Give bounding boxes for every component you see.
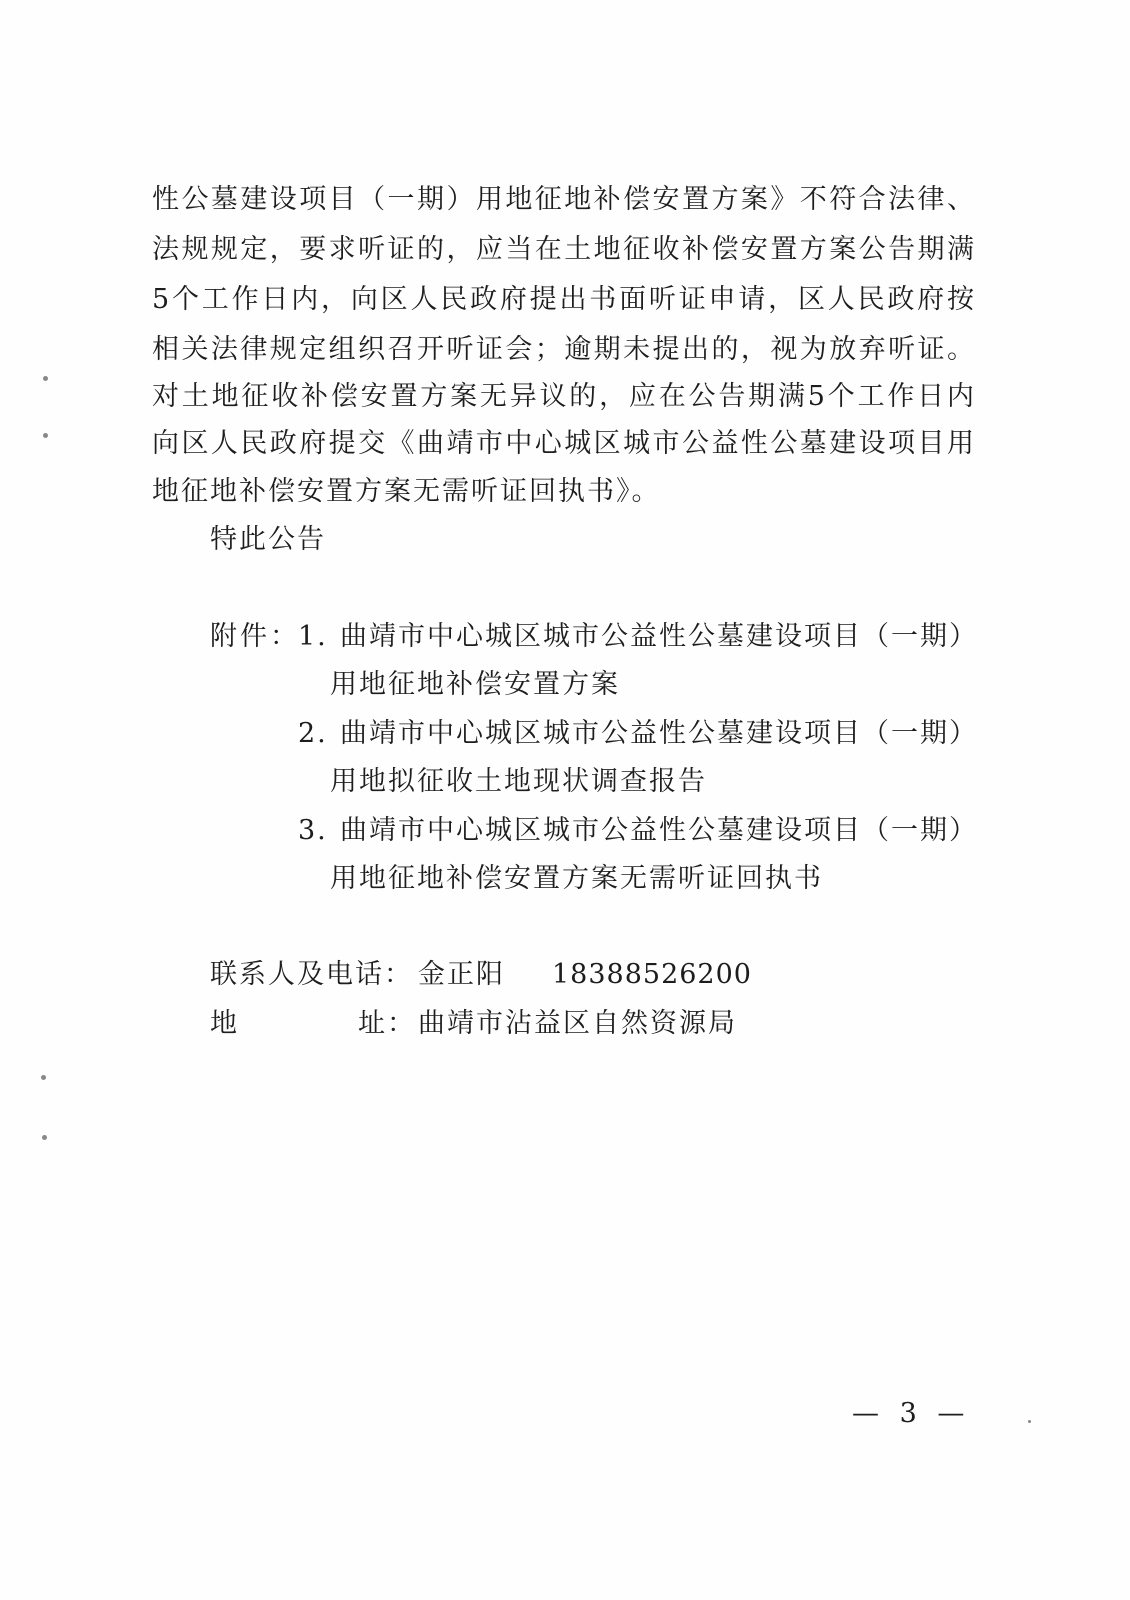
body-line-2: 法规规定，要求听证的，应当在土地征收补偿安置方案公告期满 (152, 234, 974, 265)
page-number: — 3 — (852, 1398, 971, 1429)
body-line-4: 相关法律规定组织召开听证会；逾期未提出的，视为放弃听证。 (152, 334, 974, 365)
attachment-2-title-line2: 用地拟征收土地现状调查报告 (330, 766, 707, 797)
body-line-7: 地征地补偿安置方案无需听证回执书》。 (152, 476, 661, 507)
scan-speck-1 (43, 376, 48, 381)
attachment-2-title-line1: 曲靖市中心城区城市公益性公墓建设项目（一期） (340, 718, 978, 749)
attachments-label: 附件： (210, 621, 300, 652)
closing-text: 特此公告 (210, 524, 326, 555)
attachment-3-number: 3. (298, 815, 328, 846)
attachment-1-title-line1: 曲靖市中心城区城市公益性公墓建设项目（一期） (340, 621, 978, 652)
contact-phone: 18388526200 (552, 959, 752, 990)
scan-speck-3 (41, 1075, 46, 1080)
address-label-char1: 地 (210, 1008, 239, 1039)
attachment-3-title-line1: 曲靖市中心城区城市公益性公墓建设项目（一期） (340, 815, 978, 846)
scan-speck-4 (42, 1135, 47, 1140)
attachment-3-title-line2: 用地征地补偿安置方案无需听证回执书 (330, 863, 823, 894)
body-line-3: 5个工作日内，向区人民政府提出书面听证申请，区人民政府按 (152, 284, 974, 315)
body-line-6: 向区人民政府提交《曲靖市中心城区城市公益性公墓建设项目用 (152, 428, 974, 459)
address-label-char2: 址： (358, 1008, 416, 1039)
scan-speck-5 (1028, 1420, 1031, 1423)
contact-label: 联系人及电话： (210, 959, 413, 990)
contact-name: 金正阳 (418, 959, 505, 990)
attachment-1-number: 1. (298, 621, 328, 652)
attachment-1-title-line2: 用地征地补偿安置方案 (330, 669, 620, 700)
attachment-2-number: 2. (298, 718, 328, 749)
body-line-5: 对土地征收补偿安置方案无异议的，应在公告期满5个工作日内 (152, 381, 974, 412)
scan-speck-2 (43, 433, 48, 438)
body-line-1: 性公墓建设项目（一期）用地征地补偿安置方案》不符合法律、 (152, 184, 974, 215)
address-value: 曲靖市沾益区自然资源局 (418, 1008, 737, 1039)
